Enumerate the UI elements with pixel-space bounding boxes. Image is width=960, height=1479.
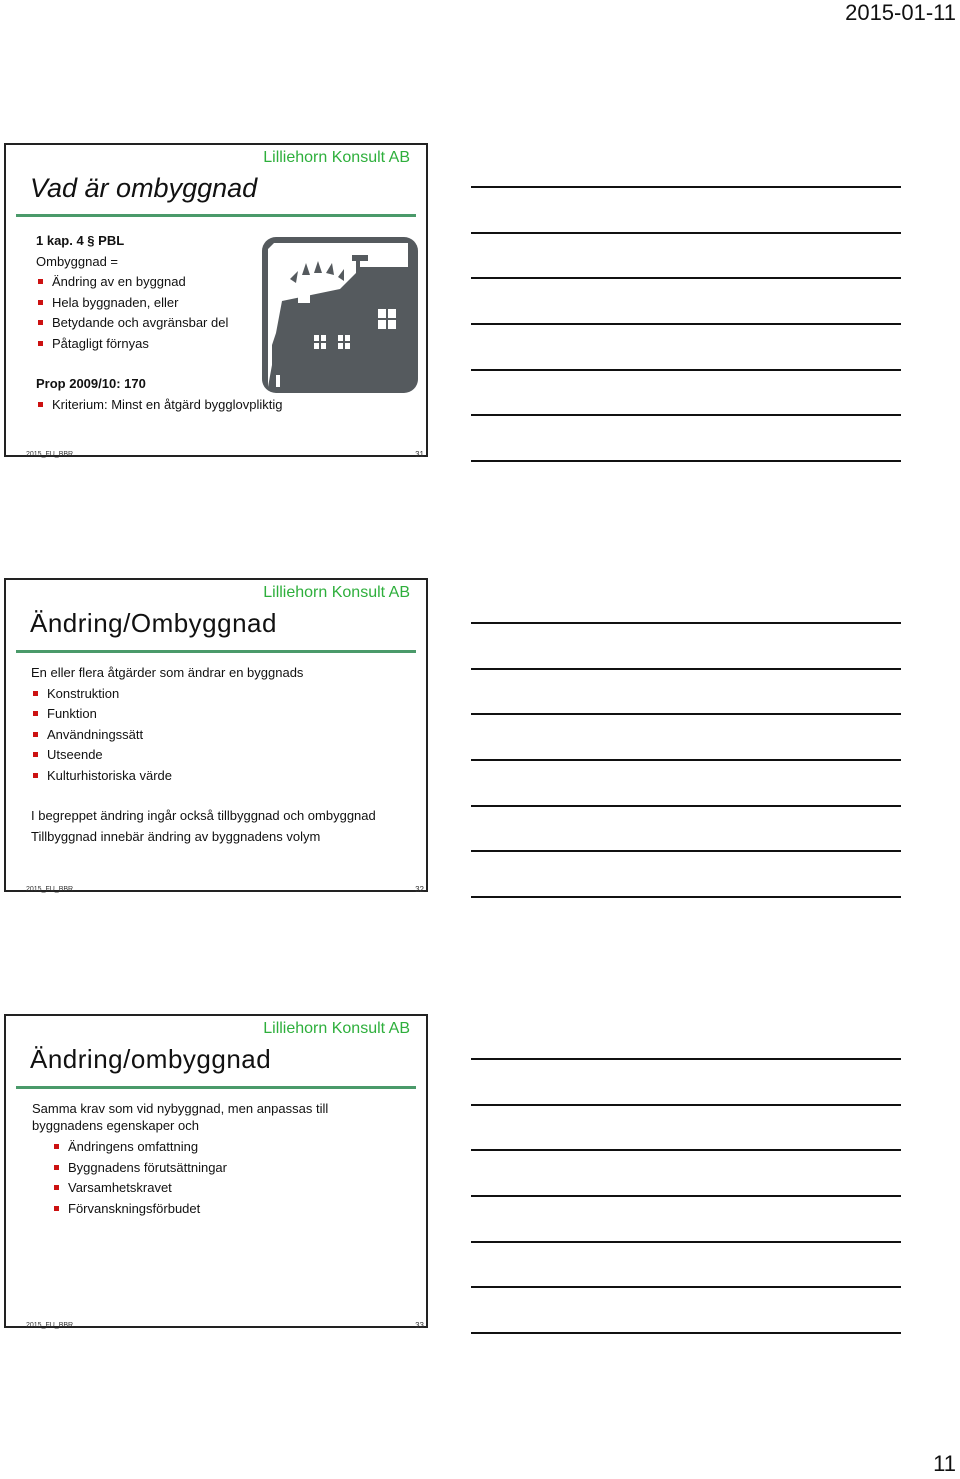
- body-line: Ombyggnad =: [36, 253, 119, 269]
- footer-label: 2015_FU_BBR: [26, 451, 74, 458]
- bullet-item: Ändring av en byggnad: [36, 272, 283, 293]
- note-line: [471, 323, 901, 325]
- company-name: Lilliehorn Konsult AB: [263, 149, 410, 166]
- slide-body: [31, 663, 376, 847]
- note-line: [471, 232, 901, 234]
- slide-title: Ändring/ombyggnad: [30, 1044, 272, 1074]
- note-line: [471, 1286, 901, 1288]
- note-line: [471, 414, 901, 416]
- body-line: byggnadens egenskaper och: [32, 1118, 199, 1133]
- note-line: [471, 1104, 901, 1106]
- footer-label: 2015_FU_BBR: [26, 1322, 74, 1329]
- title-rule: [16, 214, 416, 217]
- bullet-item: Kriterium: Minst en åtgärd bygglovpliktig: [36, 395, 283, 416]
- body-line: I begreppet ändring ingår också tillbyggnad och ombyggnad: [31, 808, 376, 823]
- bullet-item: Förvanskningsförbudet: [52, 1199, 227, 1220]
- body-line: Samma krav som vid nybyggnad, men anpassas till: [32, 1101, 329, 1116]
- slide-33: [4, 1014, 428, 1328]
- slide-32: [4, 578, 428, 892]
- note-line: [471, 1058, 901, 1060]
- note-line: [471, 850, 901, 852]
- note-line: [471, 805, 901, 807]
- bullet-item: Användningssätt: [31, 725, 376, 746]
- bullet-item: Varsamhetskravet: [52, 1178, 227, 1199]
- slide-body: [36, 231, 283, 415]
- note-line: [471, 277, 901, 279]
- company-name: Lilliehorn Konsult AB: [263, 1020, 410, 1037]
- note-line: [471, 668, 901, 670]
- note-line: [471, 622, 901, 624]
- footer-label: 2015_FU_BBR: [26, 886, 74, 893]
- slide-title: Ändring/Ombyggnad: [30, 608, 277, 638]
- note-line: [471, 186, 901, 188]
- note-line: [471, 1149, 901, 1151]
- body-line: Tillbyggnad innebär ändring av byggnadens volym: [31, 828, 321, 844]
- page-date: 2015-01-11: [845, 0, 956, 25]
- slide-bullets: [52, 1137, 227, 1219]
- note-line: [471, 1195, 901, 1197]
- note-line: [471, 896, 901, 898]
- note-line: [471, 369, 901, 371]
- bullet-item: Ändringens omfattning: [52, 1137, 227, 1158]
- body-line: 1 kap. 4 § PBL: [36, 233, 125, 248]
- note-line: [471, 1332, 901, 1334]
- bullet-item: Betydande och avgränsbar del: [36, 313, 283, 334]
- bullet-item: Hela byggnaden, eller: [36, 293, 283, 314]
- title-rule: [16, 1086, 416, 1089]
- company-name: Lilliehorn Konsult AB: [263, 584, 410, 601]
- bullet-item: Påtagligt förnyas: [36, 334, 283, 355]
- bullet-item: Funktion: [31, 704, 376, 725]
- page-number: 11: [933, 1451, 956, 1476]
- slide-number: 33: [415, 1321, 424, 1330]
- title-rule: [16, 650, 416, 653]
- note-line: [471, 759, 901, 761]
- bullet-item: Kulturhistoriska värde: [31, 766, 376, 787]
- house-icon: [262, 237, 418, 393]
- bullet-item: Byggnadens förutsättningar: [52, 1158, 227, 1179]
- note-line: [471, 713, 901, 715]
- slide-number: 32: [415, 885, 424, 894]
- bullet-item: Konstruktion: [31, 684, 376, 705]
- body-line: Prop 2009/10: 170: [36, 376, 146, 391]
- slide-31: [4, 143, 428, 457]
- slide-number: 31: [415, 450, 424, 459]
- body-line: En eller flera åtgärder som ändrar en byggnads: [31, 665, 304, 680]
- note-line: [471, 460, 901, 462]
- bullet-item: Utseende: [31, 745, 376, 766]
- note-line: [471, 1241, 901, 1243]
- slide-body: [32, 1100, 328, 1134]
- slide-title: Vad är ombyggnad: [30, 173, 258, 203]
